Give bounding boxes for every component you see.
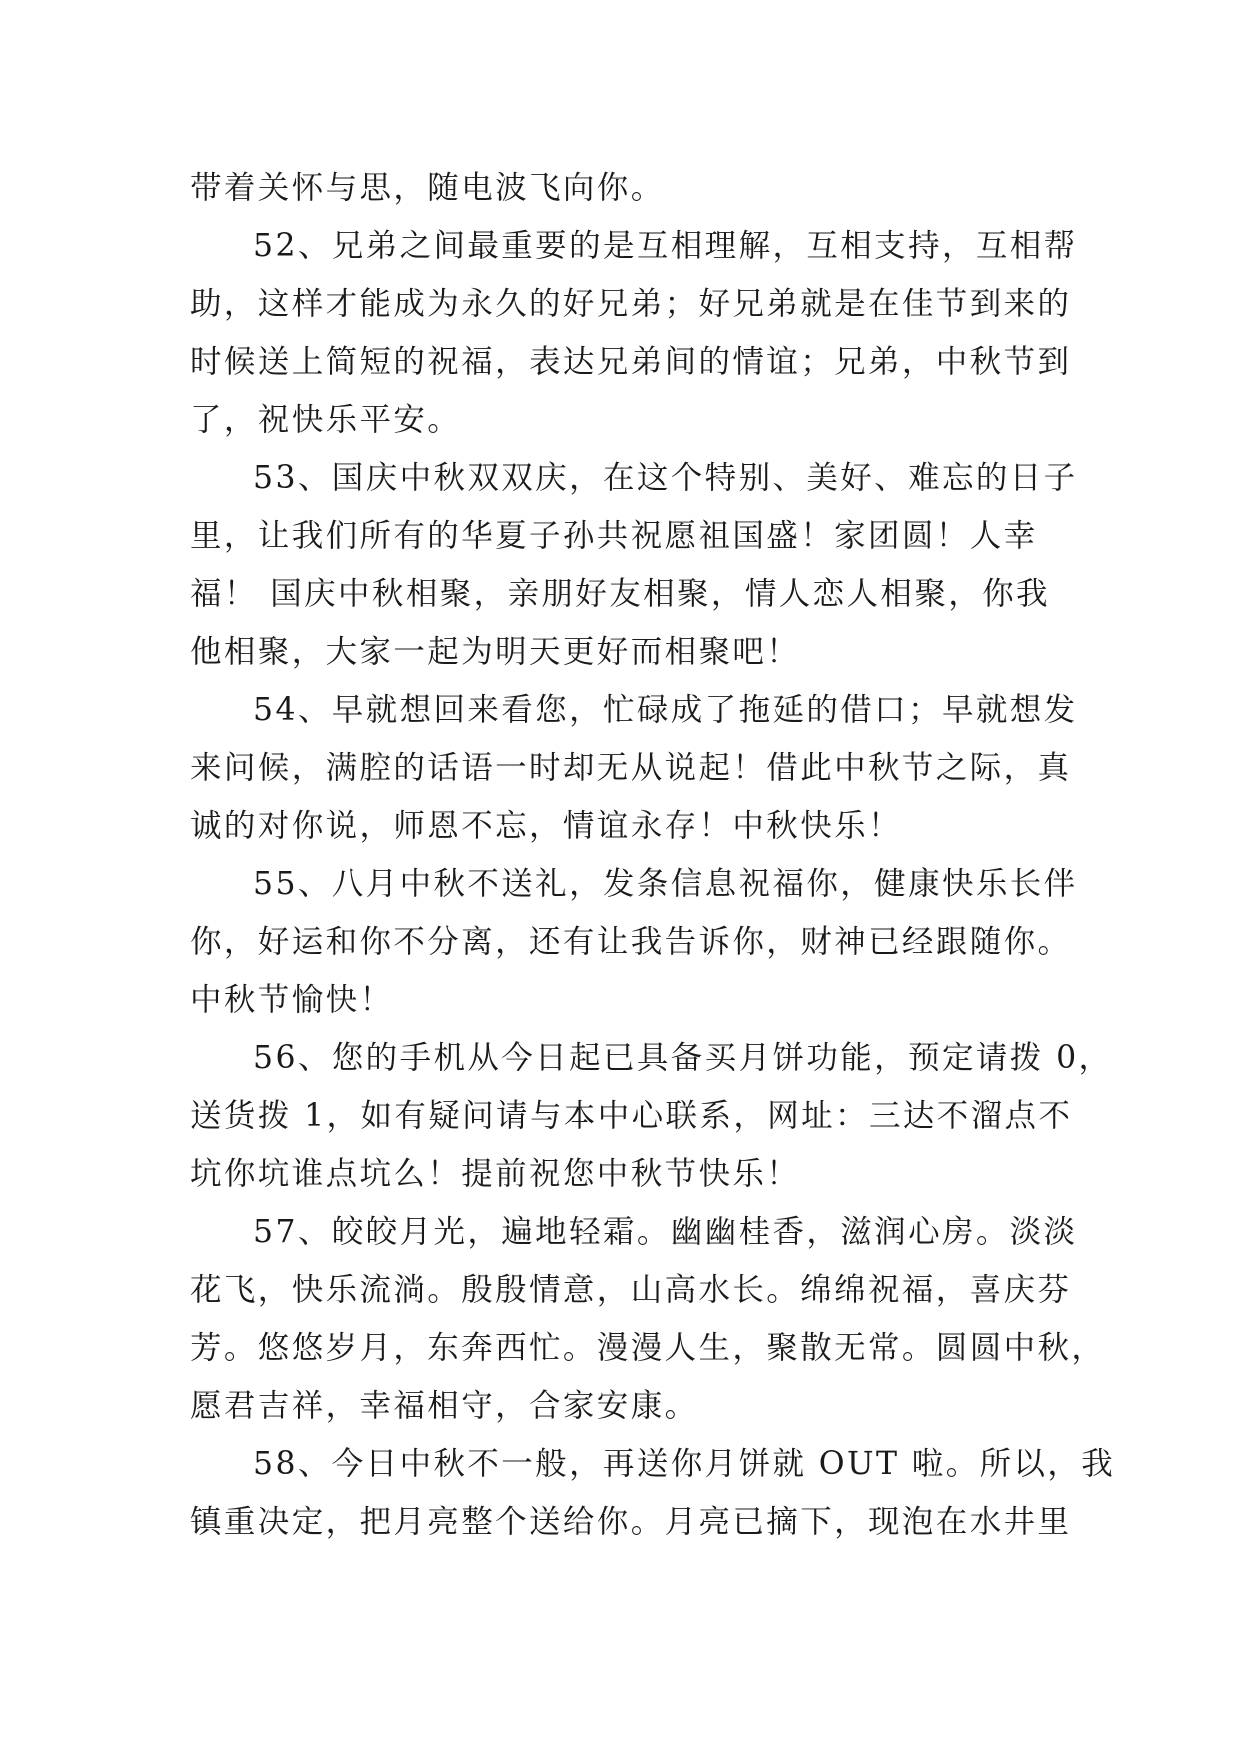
paragraph-58-start: 58、今日中秋不一般，再送你月饼就 OUT 啦。所以，我 <box>253 1446 1116 1482</box>
paragraph-56-start: 56、您的手机从今日起已具备买月饼功能，预定请拨 0， <box>253 1040 1113 1076</box>
paragraph-53-start: 53、国庆中秋双双庆，在这个特别、美好、难忘的日子 <box>253 460 1078 496</box>
text-line: 诚的对你说，师恩不忘，情谊永存！中秋快乐！ <box>190 808 902 844</box>
text-line: 送货拨 1，如有疑问请与本中心联系，网址：三达不溜点不 <box>190 1098 1073 1134</box>
body-text <box>190 159 1116 1551</box>
text-line: 镇重决定，把月亮整个送给你。月亮已摘下，现泡在水井里 <box>190 1504 1072 1540</box>
text-line: 助，这样才能成为永久的好兄弟；好兄弟就是在佳节到来的 <box>190 286 1072 322</box>
text-line: 了，祝快乐平安。 <box>190 402 462 438</box>
text-line: 他相聚，大家一起为明天更好而相聚吧！ <box>190 634 801 670</box>
text-line: 中秋节愉快！ <box>190 982 394 1018</box>
text-line: 里，让我们所有的华夏子孙共祝愿祖国盛！家团圆！人幸 <box>190 518 1038 554</box>
text-line: 愿君吉祥，幸福相守，合家安康。 <box>190 1388 699 1424</box>
paragraph-55-start: 55、八月中秋不送礼，发条信息祝福你，健康快乐长伴 <box>253 866 1078 902</box>
text-line: 芳。悠悠岁月，东奔西忙。漫漫人生，聚散无常。圆圆中秋， <box>190 1330 1106 1366</box>
text-line: 带着关怀与思，随电波飞向你。 <box>190 170 665 206</box>
text-line: 时候送上简短的祝福，表达兄弟间的情谊；兄弟，中秋节到 <box>190 344 1072 380</box>
text-line: 花飞，快乐流淌。殷殷情意，山高水长。绵绵祝福，喜庆芬 <box>190 1272 1072 1308</box>
text-line: 你，好运和你不分离，还有让我告诉你，财神已经跟随你。 <box>190 924 1072 960</box>
text-line: 坑你坑谁点坑么！提前祝您中秋节快乐！ <box>190 1156 801 1192</box>
paragraph-57-start: 57、皎皎月光，遍地轻霜。幽幽桂香，滋润心房。淡淡 <box>253 1214 1078 1250</box>
paragraph-52-start: 52、兄弟之间最重要的是互相理解，互相支持，互相帮 <box>253 228 1078 264</box>
text-line: 福！ 国庆中秋相聚，亲朋好友相聚，情人恋人相聚，你我 <box>190 576 1050 612</box>
paragraph-54-start: 54、早就想回来看您，忙碌成了拖延的借口；早就想发 <box>253 692 1078 728</box>
text-line: 来问候，满腔的话语一时却无从说起！借此中秋节之际，真 <box>190 750 1072 786</box>
